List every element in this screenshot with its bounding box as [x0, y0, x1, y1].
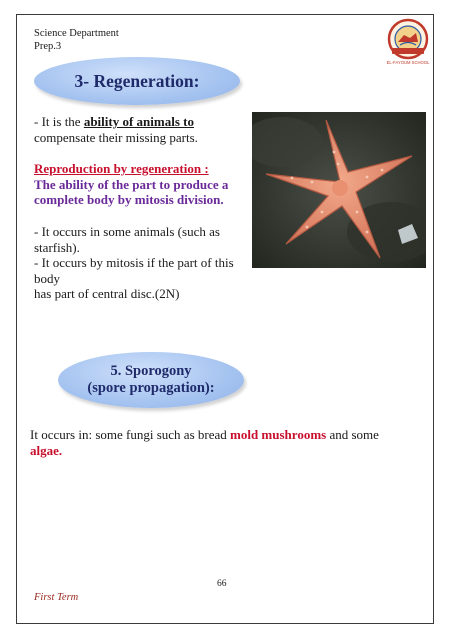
- bullet-mitosis-line3: has part of central disc.(2N): [34, 286, 180, 301]
- page-number: 66: [217, 579, 227, 589]
- grade-label: Prep.3: [34, 41, 62, 52]
- definition-text: The ability of the part to produce a complete body by mitosis division.: [34, 176, 229, 207]
- department-name: Science Department: [34, 28, 119, 39]
- sporogony-heading: [58, 352, 244, 408]
- regeneration-heading: [34, 57, 240, 105]
- starfish-image: [252, 112, 426, 268]
- sporogony-text: [30, 427, 410, 458]
- bullet-mitosis-line1: - It occurs by mitosis if the part of this: [34, 255, 234, 270]
- logo-caption: EL-FAYOUM SCHOOL: [386, 60, 430, 65]
- footer-term: First Term: [34, 592, 79, 603]
- regeneration-definition: [34, 161, 249, 208]
- highlight-mold-mushrooms: mold mushrooms: [230, 427, 327, 442]
- school-logo: [386, 18, 430, 70]
- highlight-algae: algae.: [30, 442, 63, 458]
- intro-prefix: - It is the: [34, 114, 84, 129]
- sporogony-mid: and some: [326, 427, 379, 442]
- bullet-starfish: - It occurs in some animals (such as starfish).: [34, 224, 220, 255]
- starfish-photo: [252, 112, 426, 268]
- header: [34, 27, 119, 53]
- regeneration-heading-text: 3- Regeneration:: [74, 70, 200, 91]
- regeneration-intro: [34, 114, 244, 145]
- sporogony-heading-line2: (spore propagation):: [87, 380, 215, 396]
- page-border: [16, 14, 434, 624]
- bullet-mitosis-line2: body: [34, 270, 60, 286]
- intro-suffix: compensate their missing parts.: [34, 129, 198, 145]
- sporogony-prefix: It occurs in: some fungi such as bread: [30, 427, 231, 442]
- regeneration-bullets: [34, 224, 252, 302]
- definition-title: Reproduction by regeneration :: [34, 161, 209, 176]
- intro-bold: ability of animals to: [83, 114, 194, 129]
- sporogony-heading-line1: 5. Sporogony: [110, 363, 192, 379]
- school-logo-icon: [386, 18, 430, 70]
